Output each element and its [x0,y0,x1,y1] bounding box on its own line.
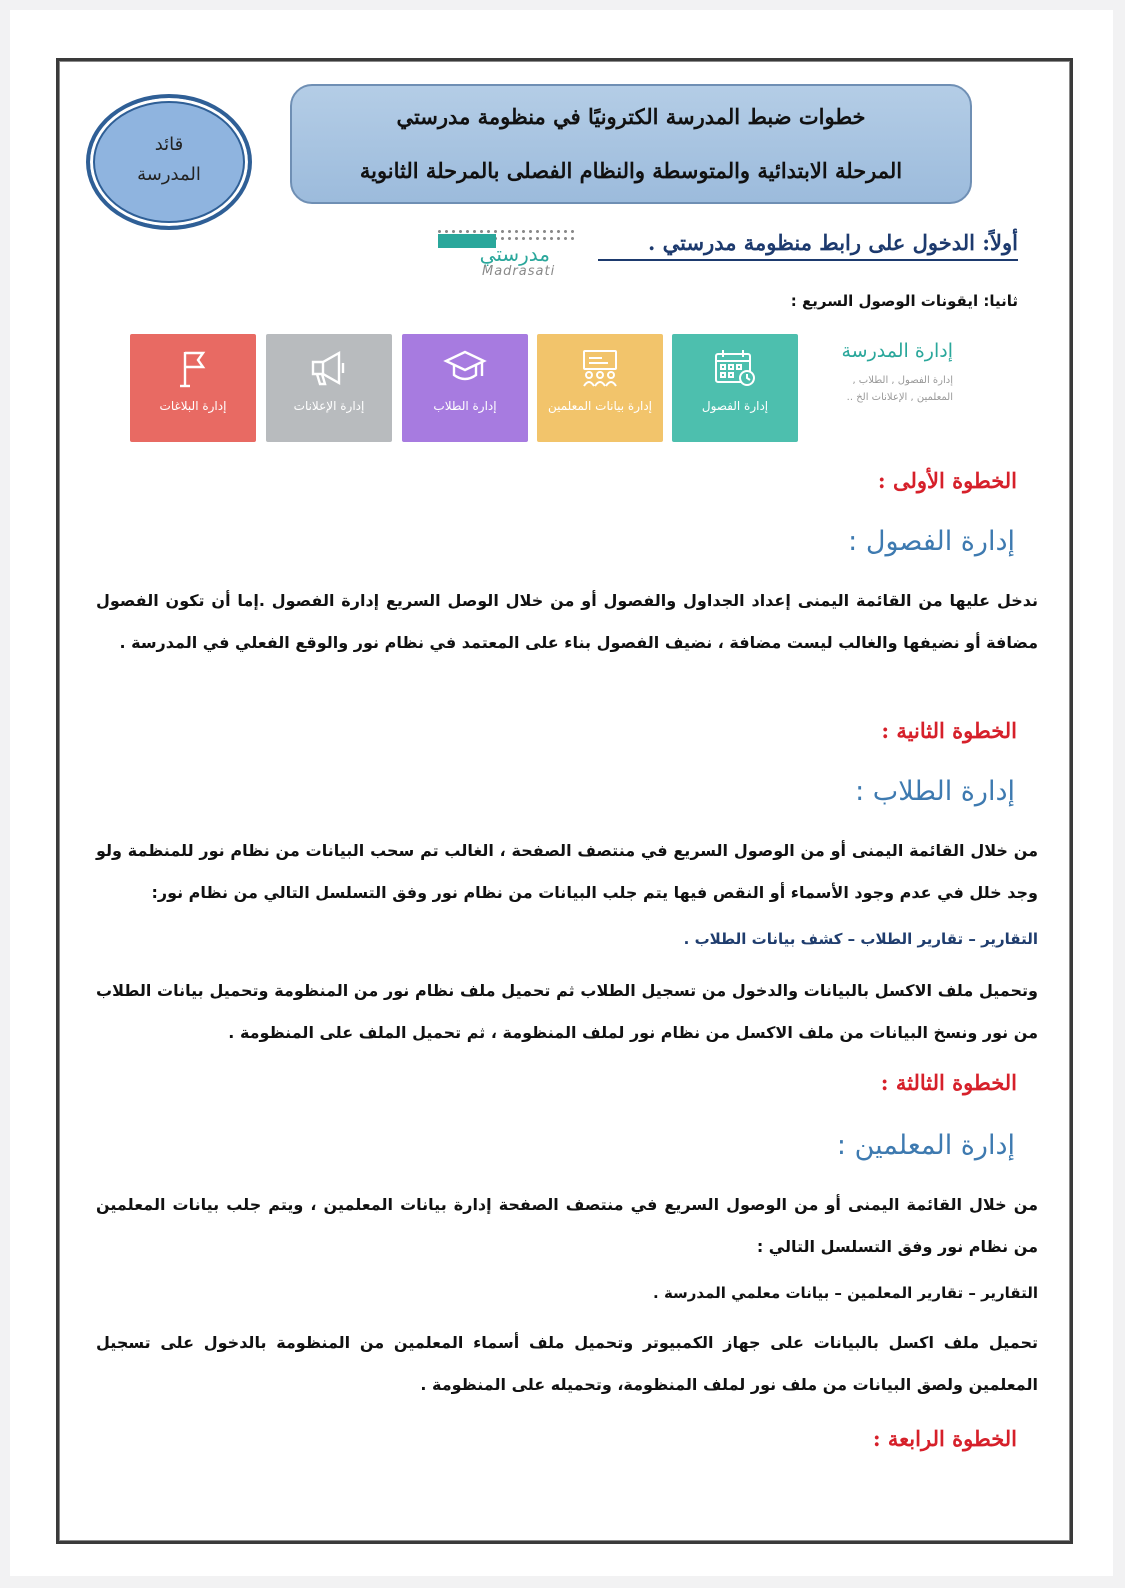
role-badge [86,94,252,230]
tile-label: إدارة الإعلانات [293,399,365,413]
tile-label: إدارة الطلاب [433,399,497,413]
calendar-icon [672,348,798,390]
tile-teachers[interactable] [537,334,663,442]
logo-arabic-text: مدرستي [479,242,550,266]
tile-announcements[interactable] [266,334,392,442]
step-2-paragraph-1: من خلال القائمة اليمنى أو من الوصول السريع في منتصف الصفحة ، الغالب تم سحب البيانات من نظام نور للمنظمة ولو وجد خلل في عدم وجود الأسماء أو النقص فيها يتم جلب البيانات من نظام نور وفق التسلسل التالي من نظام نور: [96,841,1038,902]
document-page [10,10,1113,1576]
banner-title-line-1: خطوات ضبط المدرسة الكترونيًا في منظومة مدرستي [396,104,866,129]
madrasati-logo [436,224,576,282]
step-3-paragraph-1: من خلال القائمة اليمنى أو من الوصول السريع في منتصف الصفحة إدارة بيانات المعلمين ، ويتم جلب بيانات المعلمين من نظام نور وفق التسلسل التالي : [96,1195,1038,1256]
step-1-title: الخطوة الأولى : [877,468,1017,493]
tile-reports[interactable] [130,334,256,442]
tile-students[interactable] [402,334,528,442]
banner-title-line-2: المرحلة الابتدائية والمتوسطة والنظام الفصلى بالمرحلة الثانوية [359,158,903,183]
step-2-path: التقارير – تقارير الطلاب – كشف بيانات الطلاب . [683,930,1038,948]
first-heading: أولاً: الدخول على رابط منظومة مدرستي . [598,230,1018,261]
quick-access-title: إدارة المدرسة [841,340,953,362]
role-badge-line-1: قائد [154,134,184,155]
step-2-title: الخطوة الثانية : [881,718,1017,743]
logo-latin-text: Madrasati [482,264,556,279]
title-banner [290,84,972,204]
step-2-paragraph-2: وتحميل ملف الاكسل بالبيانات والدخول من تسجيل الطلاب ثم تحميل ملف نظام نور من المنظومة وتحميل بيانات الطلاب من نور ونسخ البيانات من ملف الاكسل من نظام نور لملف المنظومة ، ثم تحميل الملف على المنظومة . [96,981,1038,1042]
step-4-title: الخطوة الرابعة : [872,1426,1017,1451]
megaphone-icon [266,348,392,390]
role-badge-line-2: المدرسة [137,164,201,185]
step-3-paragraph-2: تحميل ملف اكسل بالبيانات على جهاز الكمبيوتر وتحميل ملف أسماء المعلمين من المنظومة بالدخول على تسجيل المعلمين ولصق البيانات من ملف نور لملف المنظومة، وتحميله على المنظومة . [96,1333,1038,1394]
step-3-title: الخطوة الثالثة : [880,1070,1017,1095]
step-3-path: التقارير – تقارير المعلمين – بيانات معلمي المدرسة . [653,1284,1038,1302]
tile-classes[interactable] [672,334,798,442]
tile-label: إدارة البلاغات [159,399,227,413]
step-2-subtitle: إدارة الطلاب : [855,776,1015,807]
graduation-cap-icon [402,348,528,390]
teachers-board-icon [537,348,663,390]
step-1-paragraph: ندخل عليها من القائمة اليمنى إعداد الجداول والفصول أو من خلال الوصل السريع إدارة الفصول .إما أن تكون الفصول مضافة أو نضيفها والغالب ليست مضافة ، نضيف الفصول بناء على المعتمد في نظام نور والوقع الفعلي في المدرسة . [96,591,1038,652]
quick-access-description: إدارة الفصول , الطلاب , المعلمين , الإعلانات الخ .. [846,375,953,403]
step-3-subtitle: إدارة المعلمين : [836,1130,1015,1161]
flag-icon [130,348,256,390]
tile-label: إدارة الفصول [701,399,769,413]
step-1-subtitle: إدارة الفصول : [848,526,1015,557]
second-heading: ثانيا: ايقونات الوصول السريع : [790,292,1018,310]
tile-label: إدارة بيانات المعلمين [547,399,652,413]
